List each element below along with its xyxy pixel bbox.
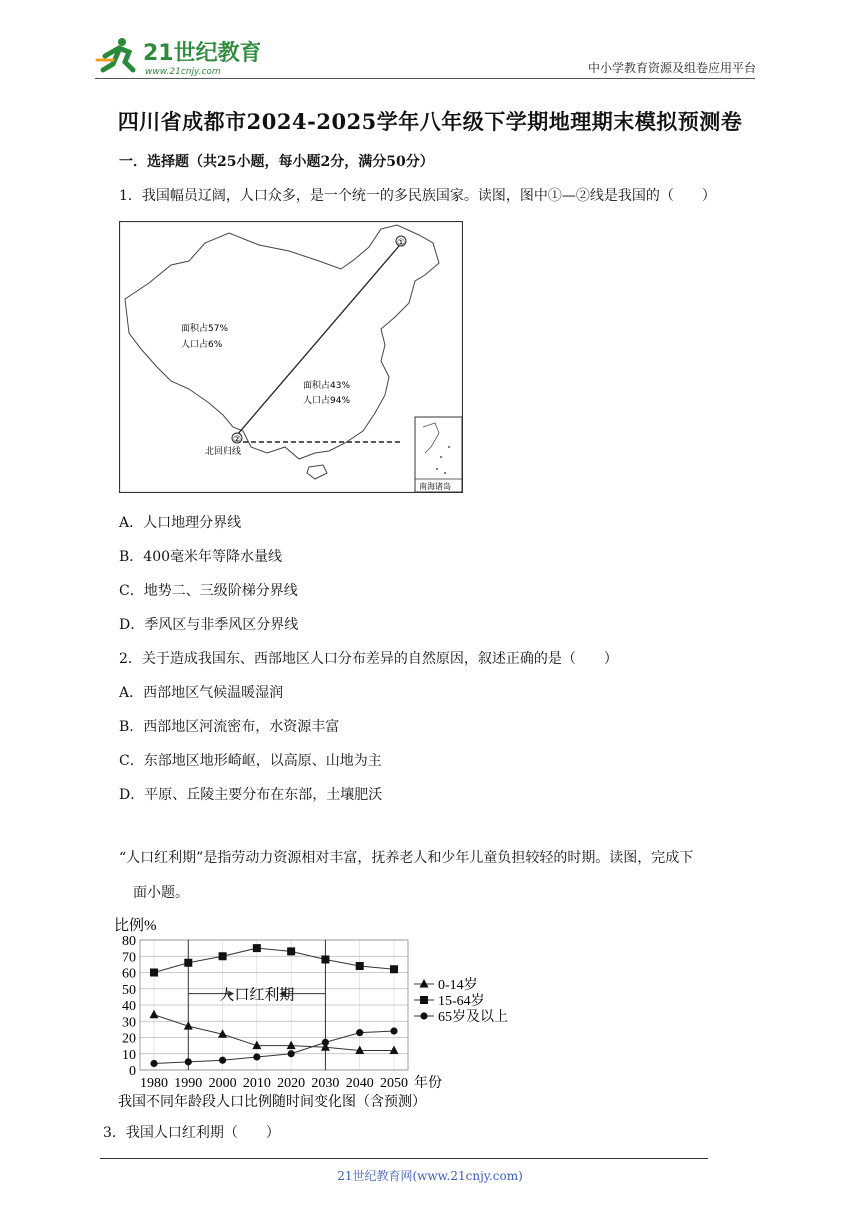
x-axis-label: 年份 bbox=[414, 1076, 442, 1091]
legend-marker bbox=[420, 1012, 427, 1019]
data-point bbox=[287, 947, 295, 955]
data-point bbox=[390, 1046, 399, 1055]
passage-line-2: 面小题。 bbox=[133, 885, 189, 901]
legend-label: 0-14岁 bbox=[438, 978, 478, 993]
data-point bbox=[219, 1057, 226, 1064]
x-tick-label: 1980 bbox=[140, 1076, 168, 1091]
question-3-stem: 3．我国人口红利期（ ） bbox=[103, 1125, 280, 1141]
x-tick-label: 1990 bbox=[174, 1076, 203, 1091]
q2-option-a[interactable]: A．西部地区气候温暖湿润 bbox=[119, 685, 284, 701]
footer-text[interactable]: 21世纪教育网(www.21cnjy.com) bbox=[337, 1169, 523, 1183]
q1-option-a[interactable]: A．人口地理分界线 bbox=[119, 515, 242, 531]
data-point bbox=[219, 952, 227, 960]
legend-label: 65岁及以上 bbox=[438, 1010, 508, 1025]
y-tick-label: 20 bbox=[122, 1031, 136, 1047]
data-point bbox=[356, 1029, 363, 1036]
runner-icon bbox=[97, 38, 133, 70]
y-tick-label: 70 bbox=[122, 950, 136, 966]
passage-line-1: “人口红利期”是指劳动力资源相对丰富，抚养老人和少年儿童负担较轻的时期。读图，完成下 bbox=[119, 850, 694, 866]
data-point bbox=[356, 962, 364, 970]
y-tick-label: 80 bbox=[122, 934, 136, 949]
q2-option-d[interactable]: D．平原、丘陵主要分布在东部，土壤肥沃 bbox=[119, 787, 383, 803]
q1-option-c[interactable]: C．地势二、三级阶梯分界线 bbox=[119, 583, 298, 599]
chart-caption: 我国不同年龄段人口比例随时间变化图（含预测） bbox=[118, 1095, 426, 1108]
west-area-label: 面积占57% bbox=[181, 324, 229, 334]
data-point bbox=[184, 959, 192, 967]
data-point bbox=[150, 969, 158, 977]
legend-marker bbox=[420, 996, 428, 1004]
east-area-label: 面积占43% bbox=[303, 381, 351, 391]
inset-label: 南海诸岛 bbox=[419, 482, 451, 491]
y-tick-label: 60 bbox=[122, 966, 136, 982]
data-point bbox=[253, 1053, 260, 1060]
point-1-label: ① bbox=[397, 238, 406, 248]
x-tick-label: 2030 bbox=[311, 1076, 340, 1091]
data-point bbox=[322, 1039, 329, 1046]
legend-label: 15-64岁 bbox=[438, 994, 485, 1009]
q2-option-b[interactable]: B．西部地区河流密布，水资源丰富 bbox=[119, 719, 340, 735]
header-divider bbox=[95, 78, 755, 79]
x-tick-label: 2040 bbox=[345, 1076, 374, 1091]
data-point bbox=[253, 944, 261, 952]
y-tick-label: 50 bbox=[122, 982, 136, 998]
tropic-label: 北回归线 bbox=[205, 447, 242, 457]
data-point bbox=[185, 1058, 192, 1065]
x-tick-label: 2010 bbox=[242, 1076, 271, 1091]
point-2-label: ② bbox=[233, 435, 242, 445]
x-tick-label: 2020 bbox=[277, 1076, 306, 1091]
data-point bbox=[390, 965, 398, 973]
q1-option-b[interactable]: B．400毫米年等降水量线 bbox=[119, 549, 283, 565]
data-point bbox=[288, 1050, 295, 1057]
data-point bbox=[150, 1060, 157, 1067]
data-point bbox=[390, 1027, 397, 1034]
west-pop-label: 人口占6% bbox=[181, 340, 223, 350]
y-tick-label: 40 bbox=[122, 999, 136, 1014]
q1-option-d[interactable]: D．季风区与非季风区分界线 bbox=[119, 617, 299, 633]
legend-marker bbox=[420, 979, 429, 988]
question-2-stem: 2．关于造成我国东、西部地区人口分布差异的自然原因，叙述正确的是（ ） bbox=[119, 651, 618, 667]
q2-option-c[interactable]: C．东部地区地形崎岖，以高原、山地为主 bbox=[119, 753, 382, 769]
page-title: 四川省成都市2024-2025学年八年级下学期地理期末模拟预测卷 bbox=[117, 109, 743, 134]
y-tick-label: 0 bbox=[129, 1064, 136, 1079]
x-tick-label: 2050 bbox=[380, 1076, 408, 1091]
site-logo bbox=[95, 36, 260, 78]
series-line-2 bbox=[154, 1031, 394, 1064]
annotation-label: 人口红利期 bbox=[219, 987, 295, 1004]
logo-url: www.21cnjy.com bbox=[145, 67, 221, 77]
header-platform-text: 中小学教育资源及组卷应用平台 bbox=[587, 61, 756, 75]
population-chart bbox=[108, 912, 528, 1108]
section-heading: 一．选择题（共25小题，每小题2分，满分50分） bbox=[119, 154, 434, 170]
data-point bbox=[287, 1041, 296, 1050]
x-tick-label: 2000 bbox=[208, 1076, 237, 1091]
logo-title: 21世纪教育 bbox=[143, 41, 260, 66]
question-1-stem: 1．我国幅员辽阔，人口众多，是一个统一的多民族国家。读图，图中①—②线是我国的（ ） bbox=[119, 188, 716, 204]
data-point bbox=[321, 956, 329, 964]
east-pop-label: 人口占94% bbox=[303, 396, 351, 406]
data-point bbox=[150, 1010, 159, 1019]
y-axis-label: 比例% bbox=[114, 918, 157, 934]
footer-divider bbox=[100, 1158, 708, 1159]
y-tick-label: 30 bbox=[122, 1015, 136, 1031]
china-map-figure bbox=[119, 221, 463, 493]
y-tick-label: 10 bbox=[122, 1047, 136, 1063]
